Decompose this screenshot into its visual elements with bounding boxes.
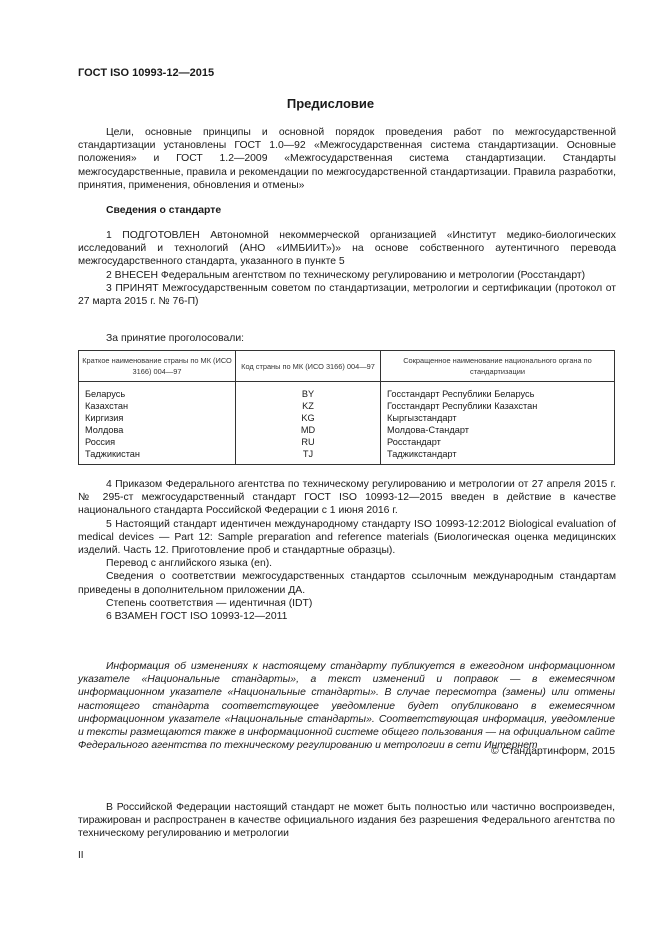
table-row bbox=[79, 448, 615, 465]
intro-text: Цели, основные принципы и основной порядок проведения работ по межгосударственной стандартизации установлены ГОСТ 1.0—92 «Межгосударственная система стандартизации. Основные положения» и ГОСТ 1.2—2009 «Межгосударственная система стандартизации. Стандарты межгосударственные, правила и рекомендации по межгосударственной стандартизации. Правила разработки, принятия, применения, обновления и отмены» bbox=[78, 127, 616, 191]
table-row bbox=[79, 436, 615, 448]
items2-block bbox=[78, 478, 616, 623]
translation-note: Перевод с английского языка (en). bbox=[106, 558, 273, 570]
info-block bbox=[78, 660, 615, 752]
item-4: 4 Приказом Федерального агентства по техническому регулированию и метрологии от 27 апреля 2015 г. № 295-ст межгосударственный стандарт ГОСТ ISO 10993-12—2015 введен в действие в качестве национального стандарта Российской Федерации с 1 июня 2016 г. bbox=[78, 479, 616, 517]
table-cell: TJ bbox=[236, 448, 381, 465]
countries-table bbox=[78, 350, 615, 465]
table-cell: Молдова bbox=[79, 424, 236, 436]
table-cell: Россия bbox=[79, 436, 236, 448]
table-header: Код страны по МК (ИСО 3166) 004—97 bbox=[236, 351, 381, 382]
page-header: ГОСТ ISO 10993-12—2015 bbox=[78, 67, 215, 79]
table-row bbox=[79, 400, 615, 412]
table-cell: BY bbox=[236, 382, 381, 401]
item-2: 2 ВНЕСЕН Федеральным агентством по техническому регулированию и метрологии (Росстандарт) bbox=[106, 269, 586, 281]
table-header-row bbox=[79, 351, 615, 382]
table-cell: Молдова-Стандарт bbox=[381, 424, 615, 436]
final-text: В Российской Федерации настоящий стандарт не может быть полностью или частично воспроизведен, тиражирован и распространен в качестве официального издания без разрешения Федерального агентства по техническому регулированию и метрологии bbox=[78, 802, 615, 840]
table-row bbox=[79, 382, 615, 401]
page-number: II bbox=[78, 850, 84, 861]
table-cell: Росстандарт bbox=[381, 436, 615, 448]
conformity-note: Степень соответствия — идентичная (IDT) bbox=[106, 597, 313, 609]
table-row bbox=[79, 424, 615, 436]
about-heading: Сведения о стандарте bbox=[106, 205, 222, 216]
table-cell: Беларусь bbox=[79, 382, 236, 401]
items-block bbox=[78, 229, 616, 308]
table-header: Краткое наименование страны по МК (ИСО 3166) 004—97 bbox=[79, 351, 236, 382]
table-header: Сокращенное наименование национального органа по стандартизации bbox=[381, 351, 615, 382]
final-block bbox=[78, 801, 615, 841]
table-cell: Таджикистан bbox=[79, 448, 236, 465]
table-cell: Казахстан bbox=[79, 400, 236, 412]
page-title: Предисловие bbox=[286, 96, 375, 111]
table-cell: MD bbox=[236, 424, 381, 436]
table-cell: KG bbox=[236, 412, 381, 424]
item-1: 1 ПОДГОТОВЛЕН Автономной некоммерческой организацией «Институт медико-биологических исследований и технологий (АНО «ИМБИИТ»)» на основе собственного аутентичного перевода межгосударственного стандарта, указанного в пункте 5 bbox=[78, 230, 616, 268]
item-5: 5 Настоящий стандарт идентичен международному стандарту ISO 10993-12:2012 Biological evaluation of medical devices — Part 12: Sample preparation and reference materials (Биологическая оценка медицинских изделий. Часть 12. Приготовление проб и стандартные образцы). bbox=[78, 518, 616, 557]
intro-paragraph bbox=[78, 126, 616, 192]
table-cell: Кыргызстандарт bbox=[381, 412, 615, 424]
table-cell: Таджикстандарт bbox=[381, 448, 615, 465]
table-cell: Госстандарт Республики Казахстан bbox=[381, 400, 615, 412]
references-note: Сведения о соответствии межгосударственных стандартов ссылочным международным стандартам приведены в дополнительном приложении ДА. bbox=[78, 571, 616, 596]
table-row bbox=[79, 412, 615, 424]
table-cell: KZ bbox=[236, 400, 381, 412]
table-cell: RU bbox=[236, 436, 381, 448]
copyright: © Стандартинформ, 2015 bbox=[490, 746, 615, 757]
item-6: 6 ВЗАМЕН ГОСТ ISO 10993-12—2011 bbox=[106, 611, 288, 623]
item-3: 3 ПРИНЯТ Межгосударственным советом по стандартизации, метрологии и сертификации (протокол от 27 марта 2015 г. № 76-П) bbox=[78, 282, 616, 308]
voted-label: За принятие проголосовали: bbox=[106, 333, 245, 344]
table-cell: Киргизия bbox=[79, 412, 236, 424]
info-text: Информация об изменениях к настоящему стандарту публикуется в ежегодном информационном указателе «Национальные стандарты», а текст изменений и поправок — в ежемесячном информационном указателе «Национальные стандарты». В случае пересмотра (замены) или отмены настоящего стандарта соответствующее уведомление будет опубликовано в ежемесячном информационном указателе «Национальные стандарты». Соответствующая информация, уведомление и тексты размещаются также в информационной системе общего пользования — на официальном сайте Федерального агентства по техническому регулированию и метрологии в сети Интернет bbox=[78, 661, 615, 752]
table-cell: Госстандарт Республики Беларусь bbox=[381, 382, 615, 401]
